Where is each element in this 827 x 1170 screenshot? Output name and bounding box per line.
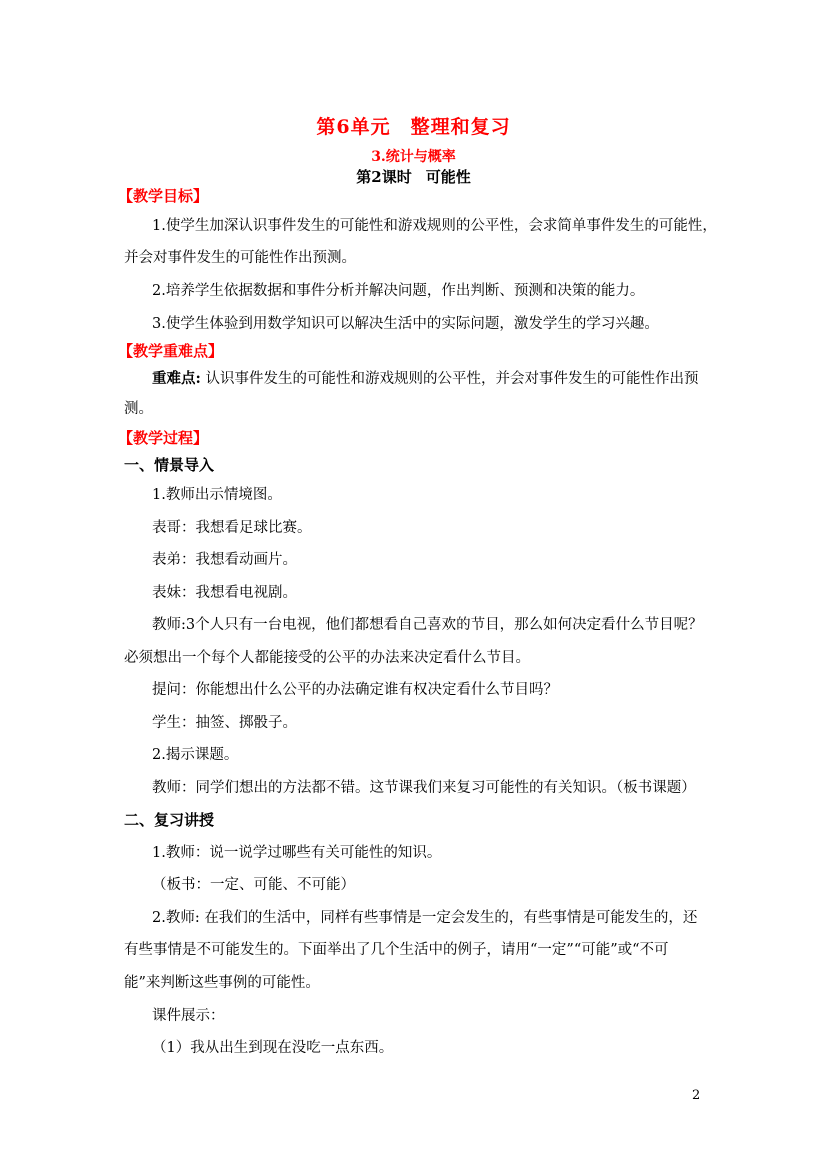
goal-2: 2.培养学生依据数据和事件分析并解决问题，作出判断、预测和决策的能力。 [152, 283, 645, 299]
paragraph-1-5-line-2: 必须想出一个每个人都能接受的公平的办法来决定看什么节目。 [124, 650, 530, 666]
paragraph-2-5: （1）我从出生到现在没吃一点东西。 [152, 1040, 394, 1056]
paragraph-2-3-line-3: 能”来判断这些事例的可能性。 [124, 975, 320, 991]
paragraph-1-6: 提问：你能想出什么公平的办法确定谁有权决定看什么节目吗？ [152, 682, 558, 698]
paragraph-1-7: 学生：抽签、掷骰子。 [152, 715, 297, 731]
lesson-number: 第2课时 [356, 168, 412, 186]
paragraph-1-9: 教师：同学们想出的方法都不错。这节课我们来复习可能性的有关知识。（板书课题） [152, 780, 696, 796]
key-points-text: 认识事件发生的可能性和游戏规则的公平性，并会对事件发生的可能性作出预 [200, 371, 699, 387]
paragraph-2-3-line-2: 有些事情是不可能发生的。下面举出了几个生活中的例子，请用“一定”“可能”或“不可 [124, 942, 669, 958]
lesson-name: 可能性 [425, 168, 471, 186]
paragraph-2-2: （板书：一定、可能、不可能） [152, 877, 355, 893]
page-number: 2 [692, 1088, 701, 1103]
goals-heading: 【教学目标】 [118, 187, 209, 205]
paragraph-1-1: 1.教师出示情境图。 [152, 487, 282, 503]
unit-title [0, 112, 827, 139]
lesson-title [0, 166, 827, 187]
unit-title-name: 整理和复习 [410, 116, 511, 138]
section-subtitle: 3.统计与概率 [371, 149, 456, 165]
paragraph-2-1: 1.教师：说一说学过哪些有关可能性的知识。 [152, 845, 442, 861]
paragraph-2-3-line-1: 2.教师: 在我们的生活中，同样有些事情是一定会发生的，有些事情是可能发生的，还 [152, 910, 698, 926]
paragraph-1-8: 2.揭示课题。 [152, 747, 239, 763]
paragraph-2-4: 课件展示： [152, 1008, 225, 1024]
paragraph-1-4: 表妹：我想看电视剧。 [152, 585, 297, 601]
paragraph-1-2: 表哥：我想看足球比赛。 [152, 520, 312, 536]
goal-1-line-1: 1.使学生加深认识事件发生的可能性和游戏规则的公平性，会求简单事件发生的可能性， [152, 218, 717, 234]
key-points-line-1 [152, 369, 737, 389]
key-points-heading: 【教学重难点】 [118, 342, 224, 360]
unit-title-number: 第6单元 [316, 116, 391, 138]
process-heading: 【教学过程】 [118, 429, 209, 447]
key-points-line-2: 测。 [124, 401, 153, 417]
part-2-heading: 二、复习讲授 [124, 811, 215, 829]
part-1-heading: 一、情景导入 [124, 456, 215, 474]
goal-3: 3.使学生体验到用数学知识可以解决生活中的实际问题，激发学生的学习兴趣。 [152, 316, 659, 332]
paragraph-1-5-line-1: 教师:3个人只有一台电视，他们都想看自己喜欢的节目，那么如何决定看什么节目呢？ [152, 617, 703, 633]
key-points-label: 重难点: [152, 370, 201, 387]
paragraph-1-3: 表弟：我想看动画片。 [152, 552, 297, 568]
goal-1-line-2: 并会对事件发生的可能性作出预测。 [124, 250, 356, 266]
